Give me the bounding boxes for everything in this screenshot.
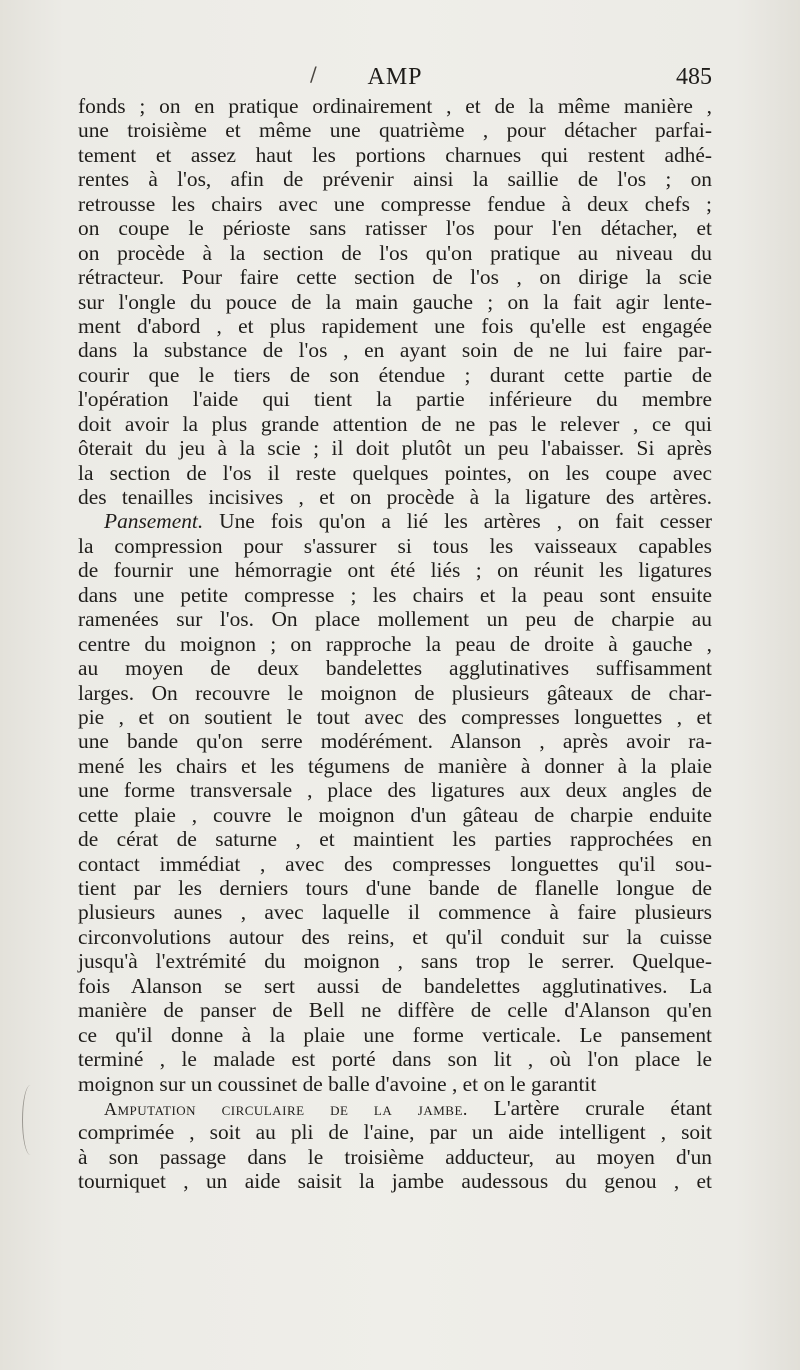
margin-mark: / (310, 62, 317, 86)
text-line: une forme transversale , place des ligatures aux deux angles de (78, 778, 712, 803)
text-line: fonds ; on en pratique ordinairement , et de la même manière , (78, 94, 712, 118)
text-line: à son passage dans le troisième adducteur, au moyen d'un (78, 1144, 712, 1169)
text-line (78, 509, 712, 533)
text-line: terminé , le malade est porté dans son lit , où l'on place le (78, 1047, 712, 1072)
text-line: plusieurs aunes , avec laquelle il commence à faire plusieurs (78, 900, 712, 925)
text-line: cette plaie , couvre le moignon d'un gâteau de charpie enduite (78, 802, 712, 827)
text-line: on coupe le périoste sans ratisser l'os pour l'en détacher, et (78, 216, 712, 241)
text-line: moignon sur un coussinet de balle d'avoine , et on le garantit (78, 1071, 597, 1096)
text-line: fois Alanson se sert aussi de bandelettes agglutinatives. La (78, 973, 712, 998)
paragraph-1 (78, 94, 712, 509)
text-line: la section de l'os il reste quelques pointes, on les coupe avec (78, 460, 712, 485)
text-run: Une fois qu'on a lié les artères , on fait cesser (203, 509, 712, 534)
text-line: larges. On recouvre le moignon de plusieurs gâteaux de char- (78, 680, 712, 705)
body-text (78, 94, 712, 1194)
text-line: au moyen de deux bandelettes agglutinatives suffisamment (78, 656, 712, 681)
text-line: ramenées sur l'os. On place mollement un peu de charpie au (78, 607, 712, 632)
text-line: sur l'ongle du pouce de la main gauche ; on la fait agir lente- (78, 289, 712, 314)
section-heading-amputation: Amputation circulaire de la jambe. (104, 1098, 468, 1119)
text-line: rentes à l'os, afin de prévenir ainsi la saillie de l'os ; on (78, 167, 712, 192)
text-run: L'artère crurale étant (467, 1095, 712, 1120)
section-heading-pansement: Pansement. (104, 509, 204, 534)
text-line: ce qu'il donne à la plaie une forme verticale. Le pansement (78, 1022, 712, 1047)
margin-stroke (22, 1085, 39, 1155)
text-line: centre du moignon ; on rapproche la peau de droite à gauche , (78, 631, 712, 656)
text-line: des tenailles incisives , et on procède à la ligature des artères. (78, 485, 712, 509)
running-header (78, 62, 712, 96)
text-line: une troisième et même une quatrième , pour détacher parfai- (78, 118, 712, 143)
text-line: jusqu'à l'extrémité du moignon , sans trop le serrer. Quelque- (78, 949, 712, 974)
running-title: AMP (367, 64, 423, 90)
text-line: tient par les derniers tours d'une bande de flanelle longue de (78, 876, 712, 900)
text-line: l'opération l'aide qui tient la partie inférieure du membre (78, 387, 712, 412)
text-line: pie , et on soutient le tout avec des compresses longuettes , et (78, 704, 712, 729)
text-line: mené les chairs et les tégumens de manière à donner à la plaie (78, 753, 712, 778)
text-line: ment d'abord , et plus rapidement une fois qu'elle est engagée (78, 313, 712, 338)
text-line: dans une petite compresse ; les chairs et la peau sont ensuite (78, 582, 712, 607)
text-line: courir que le tiers de son étendue ; durant cette partie de (78, 362, 712, 387)
text-line: de fournir une hémorragie ont été liés ; on réunit les ligatures (78, 558, 712, 583)
text-line: une bande qu'on serre modérément. Alanson , après avoir ra- (78, 729, 712, 754)
text-line: comprimée , soit au pli de l'aine, par un aide intelligent , soit (78, 1120, 712, 1145)
text-line: on procède à la section de l'os qu'on pratique au niveau du (78, 240, 712, 265)
text-line: dans la substance de l'os , en ayant soin de ne lui faire par- (78, 338, 712, 363)
text-line: rétracteur. Pour faire cette section de l'os , on dirige la scie (78, 265, 712, 290)
text-line: retrousse les chairs avec une compresse fendue à deux chefs ; (78, 191, 712, 216)
text-line: de cérat de saturne , et maintient les parties rapprochées en (78, 827, 712, 852)
text-line: contact immédiat , avec des compresses longuettes qu'il sou- (78, 851, 712, 876)
text-line (78, 1096, 712, 1120)
text-line: manière de panser de Bell ne diffère de celle d'Alanson qu'en (78, 998, 712, 1023)
paragraph-2 (78, 509, 712, 1096)
text-line: tourniquet , un aide saisit la jambe audessous du genou , et (78, 1169, 712, 1194)
text-line: circonvolutions autour des reins, et qu'il conduit sur la cuisse (78, 924, 712, 949)
text-line: ôterait du jeu à la scie ; il doit plutôt un peu l'abaisser. Si après (78, 436, 712, 461)
text-line: la compression pour s'assurer si tous les vaisseaux capables (78, 533, 712, 558)
text-line: doit avoir la plus grande attention de ne pas le relever , ce qui (78, 411, 712, 436)
paragraph-3 (78, 1096, 712, 1194)
page-number: 485 (676, 64, 712, 90)
text-line: tement et assez haut les portions charnues qui restent adhé- (78, 142, 712, 167)
